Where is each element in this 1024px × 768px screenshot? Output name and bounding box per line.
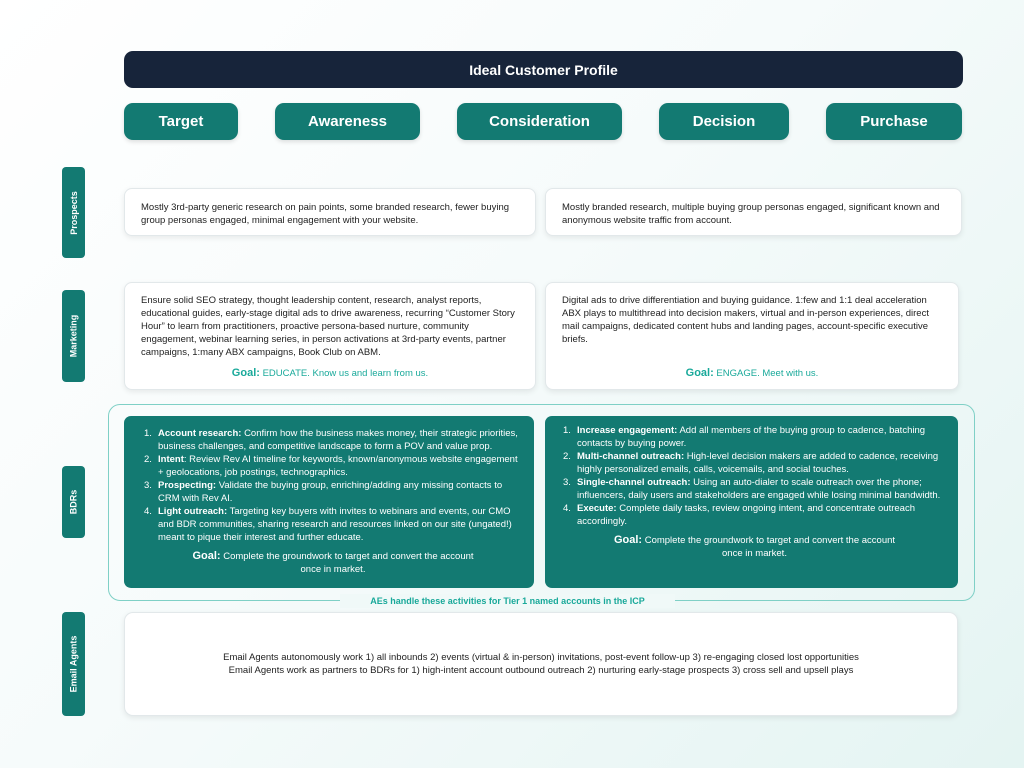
stage-label: Consideration <box>489 113 590 130</box>
goal-text: ENGAGE. Meet with us. <box>716 368 819 379</box>
list-item <box>563 424 946 450</box>
goal-label: Goal: <box>192 550 221 562</box>
marketing-early-goal <box>125 367 535 380</box>
item-title: Increase engagement: <box>577 425 678 436</box>
row-label-marketing <box>62 290 85 382</box>
goal-text: Complete the groundwork to target and convert the account <box>223 551 474 562</box>
prospects-early-card <box>124 188 536 236</box>
marketing-early-card <box>124 282 536 390</box>
list-item <box>563 502 946 528</box>
row-label-prospects <box>62 167 85 258</box>
item-title: Single-channel outreach: <box>577 477 691 488</box>
list-number: 4. <box>144 506 152 517</box>
goal-text: once in market. <box>300 564 366 575</box>
goal-text: Complete the groundwork to target and convert the account <box>644 535 896 546</box>
item-title: Account research: <box>158 428 242 439</box>
list-item <box>144 453 522 479</box>
list-number: 3. <box>144 480 152 491</box>
row-label-email-agents <box>62 612 85 716</box>
bdr-early-list <box>144 427 522 544</box>
bdr-early-goal <box>144 550 522 576</box>
email-agents-line: Email Agents work as partners to BDRs for 1) high-intent account outbound outreach 2) nurturing early-stage prospects 3) cross sell and upsell plays <box>228 665 854 676</box>
item-title: Light outreach: <box>158 506 228 517</box>
item-text: Using an auto-dialer to scale outreach over the phone; influencers, daily users and stakeholders are engaged while losing minimal bandwidth. <box>577 477 941 501</box>
marketing-late-text: Digital ads to drive differentiation and buying guidance. 1:few and 1:1 deal acceleration ABX plays to multithread into decision makers, virtual and in-person experiences, direct mail campaigns, dedicated content hubs and landing pages, account-specific executive briefs. <box>562 295 929 345</box>
item-text: : Review Rev AI timeline for keywords, known/anonymous website engagement + geolocations, job postings, technographics. <box>158 454 518 478</box>
row-label-text: BDRs <box>68 489 79 515</box>
list-item <box>563 450 946 476</box>
list-number: 2. <box>563 451 571 462</box>
row-label-text: Marketing <box>68 314 79 358</box>
list-number: 1. <box>563 425 571 436</box>
email-agents-card <box>124 612 958 716</box>
bdr-late-goal <box>563 534 946 560</box>
stage-consideration <box>457 103 622 140</box>
list-number: 1. <box>144 428 152 439</box>
stage-target <box>124 103 238 140</box>
prospects-late-text: Mostly branded research, multiple buying group personas engaged, significant known and anonymous website traffic from account. <box>562 202 940 226</box>
bdr-late-card <box>545 416 958 588</box>
icp-title: Ideal Customer Profile <box>469 61 618 78</box>
icp-header <box>124 51 963 88</box>
item-text: Targeting key buyers with invites to webinars and events, our CMO and BDR communities, sharing research and resources linked on our site (ungated!) meant to pique their interest and further educate. <box>158 506 512 543</box>
prospects-early-text: Mostly 3rd-party generic research on pain points, some branded research, fewer buying group personas engaged, minimal engagement with your website. <box>141 202 510 226</box>
list-number: 4. <box>563 503 571 514</box>
goal-label: Goal: <box>685 367 714 379</box>
bdr-early-card <box>124 416 534 588</box>
item-text: Add all members of the buying group to cadence, batching contacts by buying power. <box>577 425 926 449</box>
stage-label: Awareness <box>308 113 387 130</box>
list-item <box>144 427 522 453</box>
item-title: Multi-channel outreach: <box>577 451 685 462</box>
item-title: Intent <box>158 454 184 465</box>
goal-text: once in market. <box>722 548 787 559</box>
item-text: High-level decision makers are added to cadence, receiving highly personalized emails, calls, voicemails, and social touches. <box>577 451 939 475</box>
list-number: 3. <box>563 477 571 488</box>
list-item <box>144 479 522 505</box>
stage-label: Target <box>158 113 204 130</box>
ae-note: AEs handle these activities for Tier 1 named accounts in the ICP <box>340 594 675 608</box>
item-text: Complete daily tasks, review ongoing intent, and concentrate outreach accordingly. <box>577 503 915 527</box>
marketing-late-card <box>545 282 959 390</box>
list-item <box>563 476 946 502</box>
item-title: Execute: <box>577 503 617 514</box>
stage-label: Decision <box>692 113 756 130</box>
prospects-late-card <box>545 188 962 236</box>
goal-label: Goal: <box>613 534 643 546</box>
row-label-text: Prospects <box>68 190 79 235</box>
stage-purchase <box>826 103 962 140</box>
item-title: Prospecting: <box>158 480 217 491</box>
goal-text: EDUCATE. Know us and learn from us. <box>262 368 429 379</box>
stage-awareness <box>275 103 420 140</box>
list-number: 2. <box>144 454 152 465</box>
bdr-late-list <box>563 424 946 528</box>
goal-label: Goal: <box>231 367 260 379</box>
email-agents-line: Email Agents autonomously work 1) all inbounds 2) events (virtual & in-person) invitations, post-event follow-up 3) re-engaging closed lost opportunities <box>223 652 859 663</box>
marketing-early-text: Ensure solid SEO strategy, thought leadership content, research, analyst reports, educational guides, early-stage digital ads to drive awareness, recurring “Customer Story Hour” to learn from practitioners, proactive persona-based nurture, community engagement, webinar learning series, in person activations at 3rd-party events, partner campaigns, 1:many ABX campaigns, Book Club on ABM. <box>141 295 515 358</box>
item-text: Confirm how the business makes money, their strategic priorities, business challenges, and competitive landscape to form a POV and value prop. <box>158 428 518 452</box>
stage-decision <box>659 103 789 140</box>
list-item <box>144 505 522 544</box>
marketing-late-goal <box>546 367 958 380</box>
item-text: Validate the buying group, enriching/adding any missing contacts to CRM with Rev AI. <box>158 480 503 504</box>
stage-label: Purchase <box>860 113 928 130</box>
row-label-text: Email Agents <box>68 635 79 693</box>
row-label-bdrs <box>62 466 85 538</box>
